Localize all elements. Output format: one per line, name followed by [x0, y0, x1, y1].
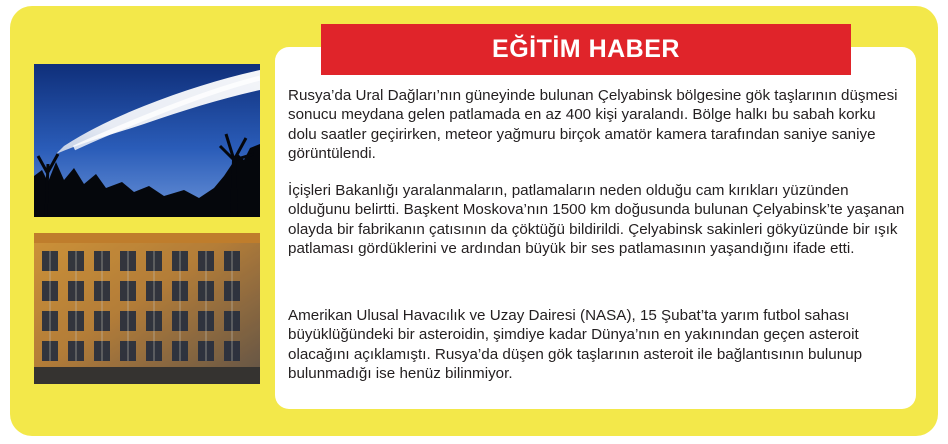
page-title: EĞİTİM HABER — [321, 24, 851, 75]
article-paragraph-2: İçişleri Bakanlığı yaralanmaların, patlamaların neden olduğu cam kırıkları yüzünden olduğunu belirtti. Başkent Moskova’nın 1500 km doğusunda bulunan Çelyabinsk’te yaşanan olayda bir fabrikanın çatısının da çöktüğü bildirildi. Çelyabinsk sakinleri gökyüzünde bir ışık patlaması gördüklerini ve ardından büyük bir ses patlamasının yaşandığını ifade etti. — [288, 182, 905, 258]
article-paragraph-3: Amerikan Ulusal Havacılık ve Uzay Dairesi (NASA), 15 Şubat’ta yarım futbol sahası büyüklüğündeki bir asteroidin, şimdiye kadar Dünya’nın en yakınından geçen asteroit olacağını açıklamıştı. Rusya’da düşen gök taşlarının asteroit ile bağlantısının bulunup bulunmadığı ise henüz bilinmiyor. — [288, 307, 863, 383]
damaged-building-photo — [34, 233, 260, 384]
article-paragraph-1: Rusya’da Ural Dağları’nın güneyinde bulunan Çelyabinsk bölgesine gök taşlarının düşmesi sonucu meydana gelen patlamada en az 400 kişi yaralandı. Bölge halkı bu sabah korku dolu saatler geçirirken, meteor yağmuru birçok amatör kamera tarafından saniye saniye görüntülendi. — [288, 87, 898, 163]
meteor-trail-photo — [34, 64, 260, 217]
